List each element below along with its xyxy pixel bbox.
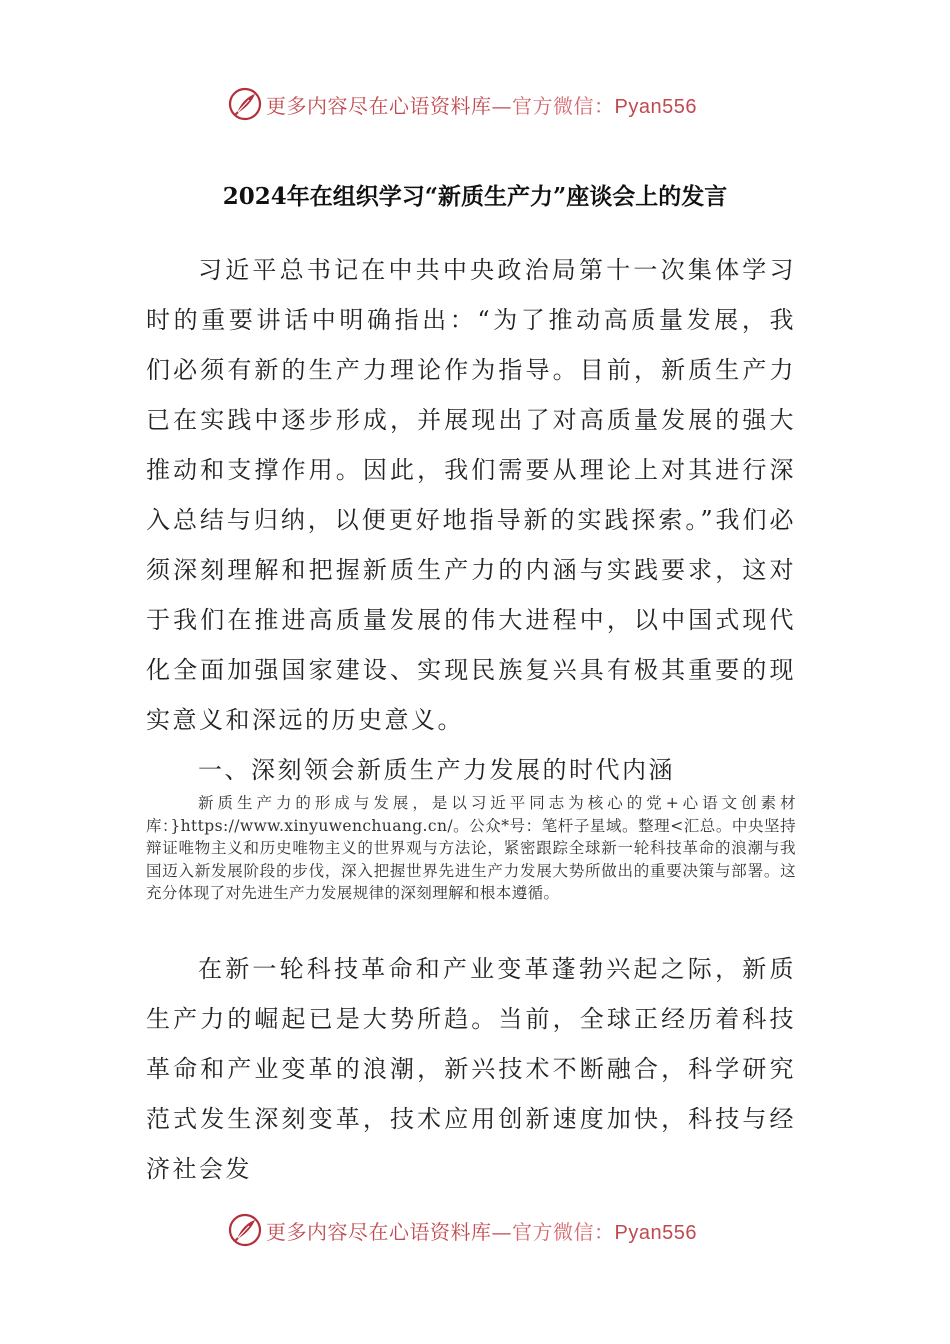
banner-wechat-label: 官方微信： xyxy=(512,93,615,118)
banner-text xyxy=(266,90,697,119)
paragraph-second: 在新一轮科技革命和产业变革蓬勃兴起之际，新质生产力的崛起已是大势所趋。当前，全球正经历着科技革命和产业变革的浪潮，新兴技术不断融合，科学研究范式发生深刻变革，技术应用创新速度加快，科技与经济社会发 xyxy=(146,955,796,1183)
banner-wechat-id: Pyan556 xyxy=(614,95,697,118)
footer-banner xyxy=(228,1210,748,1250)
banner-text xyxy=(266,1216,697,1245)
document-title: 2024年在组织学习“新质生产力”座谈会上的发言 xyxy=(222,183,728,210)
quill-pen-icon xyxy=(228,1213,262,1247)
banner-wechat-id: Pyan556 xyxy=(614,1221,697,1244)
banner-wechat-label: 官方微信： xyxy=(512,1219,615,1244)
quill-pen-icon xyxy=(228,87,262,121)
section-heading-1: 一、深刻领会新质生产力发展的时代内涵 xyxy=(198,756,675,784)
paragraph-intro: 习近平总书记在中共中央政治局第十一次集体学习时的重要讲话中明确指出：“为了推动高质量发展，我们必须有新的生产力理论作为指导。目前，新质生产力已在实践中逐步形成，并展现出了对高质量发展的强大推动和支撑作用。因此，我们需要从理论上对其进行深入总结与归纳，以便更好地指导新的实践探索。”我们必须深刻理解和把握新质生产力的内涵与实践要求，这对于我们在推进高质量发展的伟大进程中，以中国式现代化全面加强国家建设、实现民族复兴具有极其重要的现实意义和深远的历史意义。 xyxy=(146,256,796,734)
banner-main: 更多内容尽在心语资料库 xyxy=(266,93,492,118)
banner-main: 更多内容尽在心语资料库 xyxy=(266,1219,492,1244)
header-banner xyxy=(228,84,748,124)
banner-dash: — xyxy=(491,1219,512,1244)
banner-dash: — xyxy=(491,93,512,118)
paragraph-small-note: 新质生产力的形成与发展，是以习近平同志为核心的党+心语文创素材库：}https://www.xinyuwenchuang.cn/。公众*号：笔杆子星域。整理<汇总。中央坚持辩证唯物主义和历史唯物主义的世界观与方法论，紧密跟踪全球新一轮科技革命的浪潮与我国迈入新发展阶段的步伐，深入把握世界先进生产力发展大势所做出的重要决策与部署。这充分体现了对先进生产力发展规律的深刻理解和根本遵循。 xyxy=(146,794,796,902)
